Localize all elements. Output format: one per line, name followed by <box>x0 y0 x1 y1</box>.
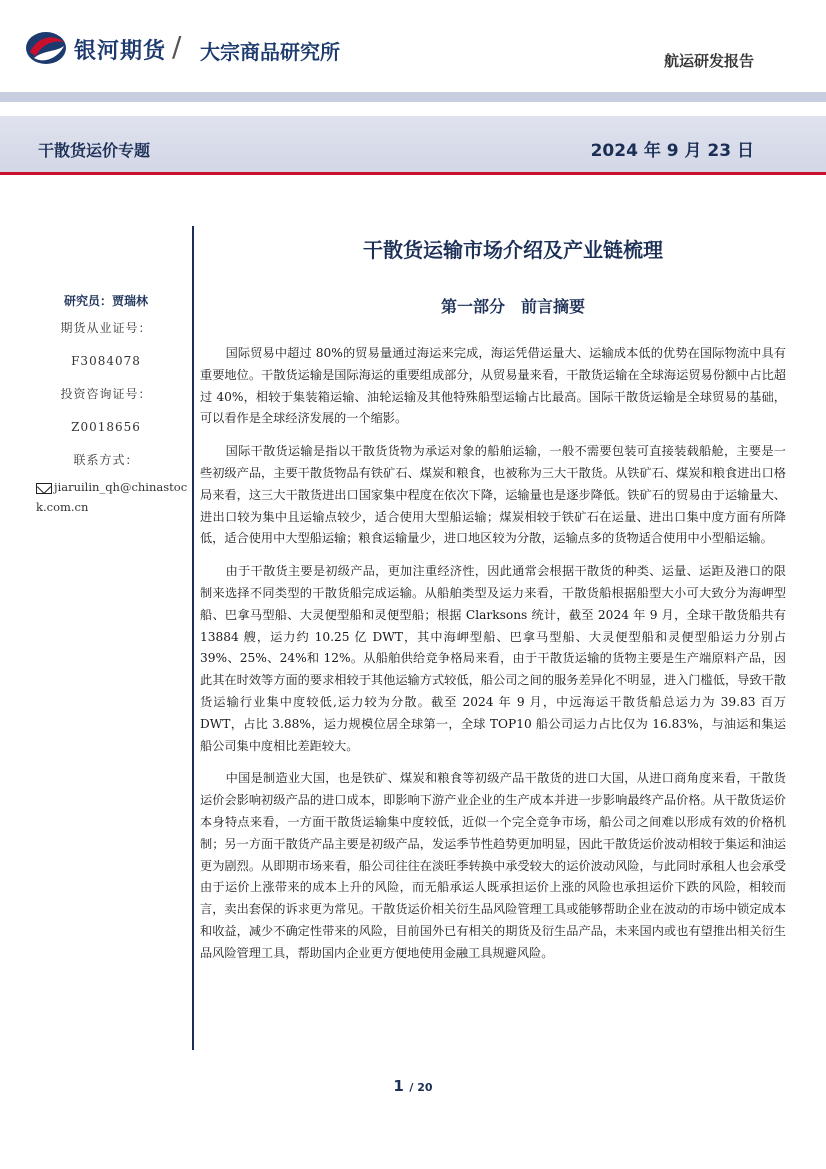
report-type: 航运研发报告 <box>663 52 754 70</box>
page-footer <box>0 1076 826 1095</box>
page-number: 1 <box>393 1077 404 1095</box>
license-number: F3084078 <box>71 354 141 368</box>
page-total: / 20 <box>409 1081 433 1094</box>
header-spacer <box>0 102 826 116</box>
topic-bar <box>0 116 826 172</box>
paragraph: 中国是制造业大国，也是铁矿、煤炭和粮食等初级产品干散货的进口大国，从进口商角度来看，干散货运价会影响初级产品的进口成本，即影响下游产业企业的生产成本并进一步影响最终产品价格。从干散货运价本身特点来看，一方面干散货运输集中度较低，近似一个完全竞争市场，船公司之间难以形成有效的价格机制；另一方面干散货产品主要是初级产品，发运季节性趋势更加明显，因此干散货运价波动相较于集运和油运更为剧烈。从即期市场来看，船公司往往在淡旺季转换中承受较大的运价波动风险，与此同时承租人也会承受由于运价上涨带来的成本上升的风险，而无船承运人既承担运价上涨的风险也承担运价下跌的风险，相较而言，卖出套保的诉求更为常见。干散货运价相关衍生品风险管理工具或能够帮助企业在波动的市场中锁定成本和收益，减少不确定性带来的风险，目前国外已有相关的期货及衍生品产品，未来国内或也有望推出相关衍生品风险管理工具，帮助国内企业更方便地使用金融工具规避风险。 <box>200 771 786 960</box>
report-topic: 干散货运价专题 <box>38 141 151 160</box>
paragraph: 国际干散货运输是指以干散货货物为承运对象的船舶运输，一般不需要包装可直接装载船舱，主要是一些初级产品，主要干散货物品有铁矿石、煤炭和粮食，也被称为三大干散货。从铁矿石、煤炭和粮食进出口格局来看，这三大干散货进出口国家集中程度在依次下降，运输量也是逐步降低。铁矿石的贸易由于运输量大、进出口较为集中且运输点较少，适合使用大型船运输；煤炭相较于铁矿石在运量、进出口集中度方面有所降低，适合使用中大型船运输；粮食运输量少，进口地区较为分散，运输点多的货物适合使用中小型船运输。 <box>200 444 786 546</box>
mail-icon <box>36 483 52 494</box>
author-sidebar <box>24 290 188 517</box>
body-text <box>200 343 786 976</box>
license-label: 期货从业证号： <box>60 321 152 335</box>
contact-label: 联系方式： <box>73 453 139 467</box>
yinhe-logo-icon <box>24 30 70 66</box>
header-divider <box>0 172 826 175</box>
page-header <box>0 0 826 92</box>
paragraph: 由于干散货主要是初级产品，更加注重经济性，因此通常会根据干散货的种类、运量、运距及港口的限制来选择不同类型的干散货船完成运输。从船舶类型及运力来看，干散货船根据船型大小可大致分为海岬型船、巴拿马型船、大灵便型船和灵便型船；根据 Clarksons 统计，截至 2024 年 9 月，全球干散货船共有 13884 艘，运力约 10.25 亿 DWT，其中海岬型船、巴拿马型船、大灵便型船和灵便型船运力分别占 39%、25%、24%和 12%。从船舶供给竞争格局来看，由于干散货运输的货物主要是生产端原料产品，因此其在时效等方面的要求相较于其他运输方式较低，船公司之间的服务差异化不明显，进入门槛低，导致干散货运输行业集中度较低,运力较为分散。截至 2024 年 9 月，中远海运干散货船总运力为 39.83 百万 DWT，占比 3.88%，运力规模位居全球第一，全球 TOP10 船公司运力占比仅为 16.83%，与油运和集运船公司集中度相比差距较大。 <box>200 564 786 753</box>
consult-label: 投资咨询证号： <box>60 387 152 401</box>
brand-divider: / <box>172 30 182 63</box>
document-title: 干散货运输市场介绍及产业链梳理 <box>363 238 663 262</box>
sidebar-divider <box>192 226 194 1050</box>
consult-number: Z0018656 <box>71 420 141 434</box>
paragraph: 国际贸易中超过 80%的贸易量通过海运来完成，海运凭借运量大、运输成本低的优势在国际物流中具有重要地位。干散货运输是国际海运的重要组成部分，从贸易量来看，干散货运输在全球海运贸易份额中占比超过 40%，相较于集装箱运输、油轮运输及其他特殊船型运输占比最高。国际干散货运输是全球贸易的基础，可以看作是全球经济发展的一个缩影。 <box>200 346 786 426</box>
brand-name: 银河期货 <box>74 39 167 64</box>
contact-email-row <box>24 477 188 517</box>
researcher-name: 研究员：贾瑞林 <box>63 294 148 308</box>
contact-email[interactable]: jiaruilin_qh@chinastock.com.cn <box>36 480 188 514</box>
institute-name: 大宗商品研究所 <box>200 40 340 64</box>
header-band <box>0 92 826 102</box>
report-date: 2024 年 9 月 23 日 <box>590 141 754 161</box>
section-heading: 第一部分 前言摘要 <box>440 297 585 316</box>
